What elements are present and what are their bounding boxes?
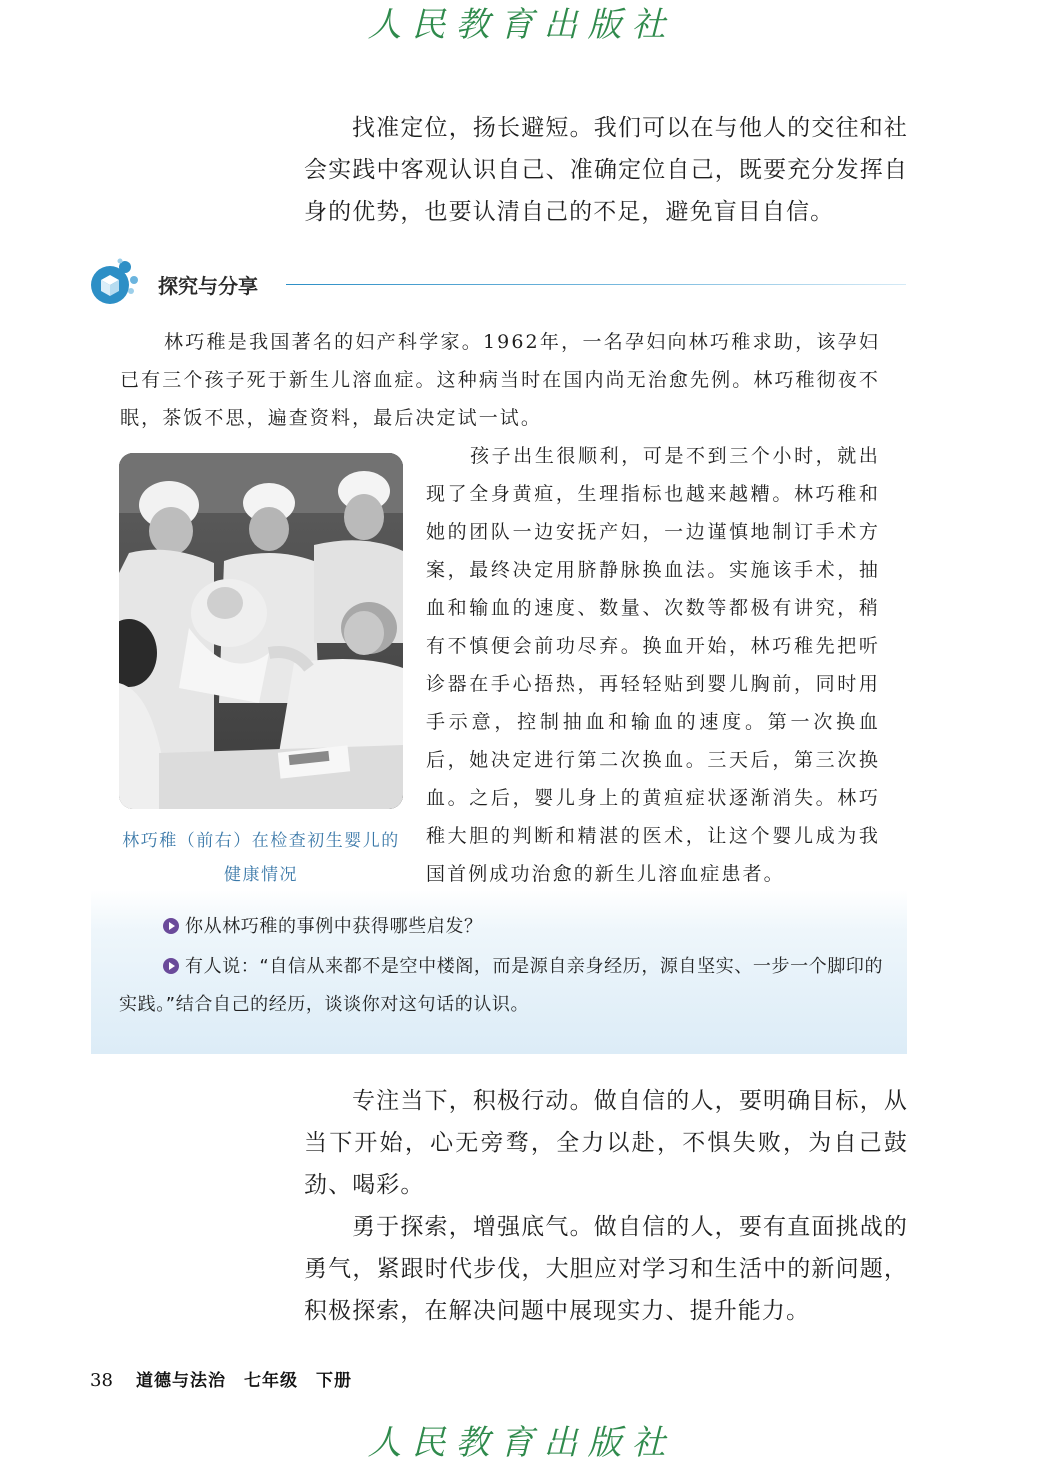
section-heading xyxy=(90,258,908,308)
publisher-logo-bottom: 人民教育出版社 xyxy=(367,1423,676,1463)
question-item xyxy=(163,908,883,946)
body-paragraph-1: 找准定位，扬长避短。我们可以在与他人的交往和社会实践中客观认识自己、准确定位自己，既要充分发挥自身的优势，也要认清自己的不足，避免盲目自信。 xyxy=(304,115,908,225)
play-bullet-icon xyxy=(163,958,179,974)
story-body-paragraph: 孩子出生很顺利，可是不到三个小时，就出现了全身黄疸，生理指标也越来越糟。林巧稚和她的团队一边安抚产妇，一边谨慎地制订手术方案，最终决定用脐静脉换血法。实施该手术，抽血和输血的速度、数量、次数等都极有讲究，稍有不慎便会前功尽弃。换血开始，林巧稚先把听诊器在手心捂热，再轻轻贴到婴儿胸前，同时用手示意，控制抽血和输血的速度。第一次换血后，她决定进行第二次换血。三天后，第三次换血。之后，婴儿身上的黄疸症状逐渐消失。林巧稚大胆的判断和精湛的医术，让这个婴儿成为我国首例成功治愈的新生儿溶血症患者。 xyxy=(426,445,880,885)
question-item xyxy=(119,948,885,1024)
discussion-questions-box xyxy=(91,890,907,1054)
question-text: 你从林巧稚的事例中获得哪些启发？ xyxy=(185,916,483,937)
question-text: 有人说：“自信从来都不是空中楼阁，而是源自亲身经历，源自坚实、一步一个脚印的实践。”结合自己的经历，谈谈你对这句话的认识。 xyxy=(119,956,884,1015)
cube-bubbles-icon xyxy=(90,258,140,308)
body-paragraph-3: 勇于探索，增强底气。做自信的人，要有直面挑战的勇气，紧跟时代步伐，大胆应对学习和生活中的新问题，积极探索，在解决问题中展现实力、提升能力。 xyxy=(304,1214,908,1324)
page-number: 38 xyxy=(90,1370,113,1391)
play-bullet-icon xyxy=(163,918,179,934)
body-paragraph-2: 专注当下，积极行动。做自信的人，要明确目标，从当下开始，心无旁骛，全力以赴，不惧失败，为自己鼓劲、喝彩。 xyxy=(304,1088,908,1198)
historical-photo xyxy=(119,453,403,809)
photo-caption: 林巧稚（前右）在检查初生婴儿的健康情况 xyxy=(122,831,400,885)
publisher-logo-top: 人民教育出版社 xyxy=(367,5,676,45)
section-divider xyxy=(286,284,906,285)
book-title: 道德与法治 七年级 下册 xyxy=(136,1371,352,1391)
section-title: 探究与分享 xyxy=(158,274,258,298)
page-footer xyxy=(90,1366,352,1394)
story-intro-paragraph: 林巧稚是我国著名的妇产科学家。1962年，一名孕妇向林巧稚求助，该孕妇已有三个孩子死于新生儿溶血症。这种病当时在国内尚无治愈先例。林巧稚彻夜不眠，茶饭不思，遍查资料，最后决定试一试。 xyxy=(120,331,880,429)
doctors-with-baby-illustration xyxy=(119,453,403,809)
